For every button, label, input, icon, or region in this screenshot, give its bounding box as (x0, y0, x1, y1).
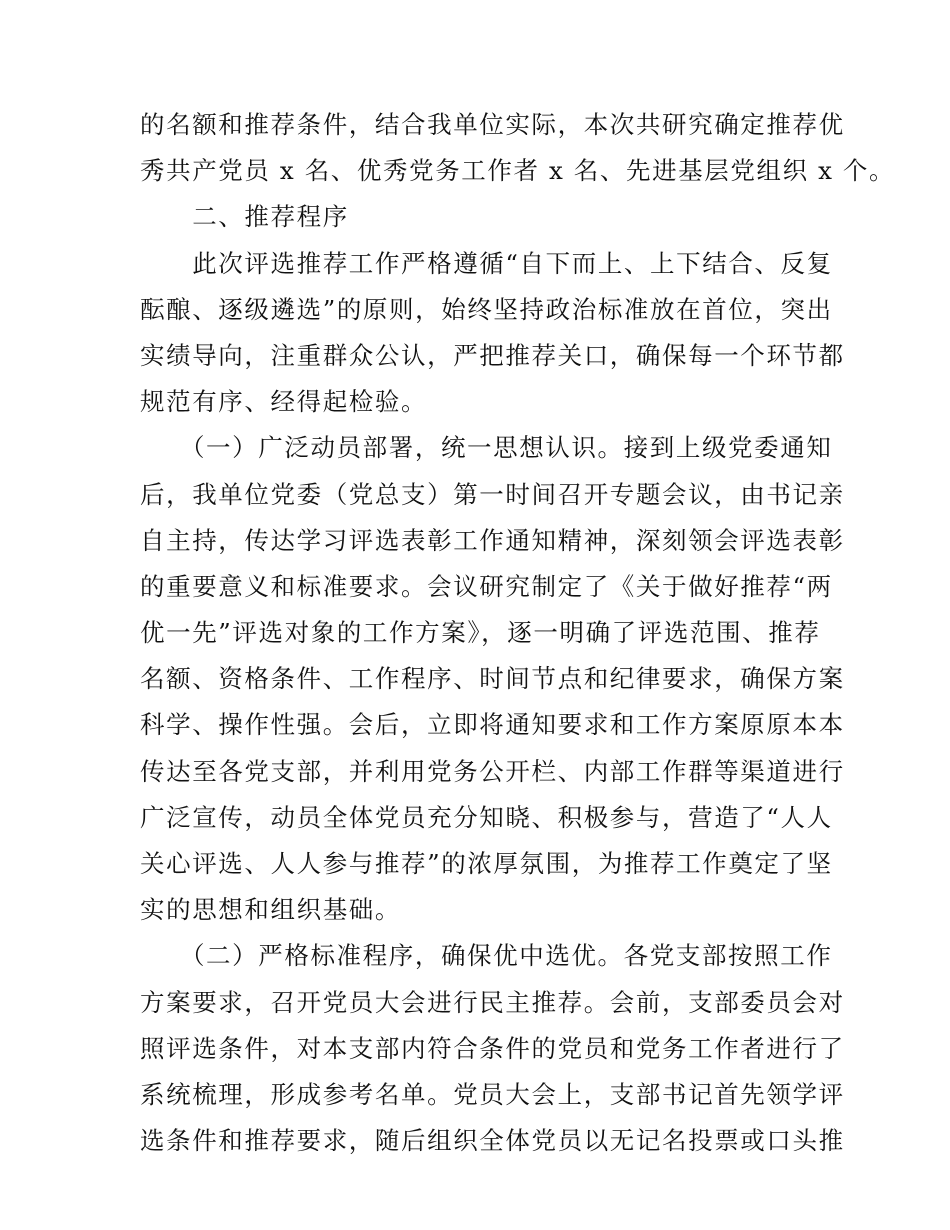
text-line: （一）广泛动员部署，统一思想认识。接到上级党委通知 (140, 433, 833, 463)
text-line: 优一先”评选对象的工作方案》，逐一明确了评选范围、推荐 (140, 618, 821, 648)
text-line: 方案要求，召开党员大会进行民主推荐。会前，支部委员会对 (140, 987, 845, 1017)
text-line: 酝酿、逐级遴选”的原则，始终坚持政治标准放在首位，突出 (140, 294, 833, 324)
section-heading: 二、推荐程序 (140, 202, 349, 232)
text-line: 实绩导向，注重群众公认，严把推荐关口，确保每一个环节都 (140, 340, 845, 370)
text-line: 照评选条件，对本支部内符合条件的党员和党务工作者进行了 (140, 1033, 845, 1063)
text-line: 关心评选、人人参与推荐”的浓厚氛围，为推荐工作奠定了坚 (140, 849, 833, 878)
text-line: 名额、资格条件、工作程序、时间节点和纪律要求，确保方案 (140, 664, 845, 694)
text-line: 系统梳理，形成参考名单。党员大会上，支部书记首先领学评 (140, 1079, 845, 1109)
text-line: 的重要意义和标准要求。会议研究制定了《关于做好推荐“两 (140, 571, 833, 601)
text-line: 此次评选推荐工作严格遵循“自下而上、上下结合、反复 (140, 248, 833, 278)
text-line: 规范有序、经得起检验。 (140, 387, 428, 417)
text-line: 自主持，传达学习评选表彰工作通知精神，深刻领会评选表彰 (140, 525, 845, 555)
text-line: 传达至各党支部，并利用党务公开栏、内部工作群等渠道进行 (140, 756, 845, 786)
text-line: 科学、操作性强。会后，立即将通知要求和工作方案原原本本 (140, 710, 845, 740)
text-line: 选条件和推荐要求，随后组织全体党员以无记名投票或口头推 (140, 1126, 845, 1156)
text-line: 广泛宣传，动员全体党员充分知晓、积极参与，营造了“人人 (140, 802, 833, 832)
document-body (140, 102, 896, 1164)
text-line: （二）严格标准程序，确保优中选优。各党支部按照工作 (140, 941, 833, 971)
text-line: 后，我单位党委（党总支）第一时间召开专题会议，由书记亲 (140, 479, 845, 509)
text-line: 的名额和推荐条件，结合我单位实际，本次共研究确定推荐优 (140, 110, 845, 139)
text-line: 秀共产党员 x 名、优秀党务工作者 x 名、先进基层党组织 x 个。 (140, 156, 896, 186)
text-line: 实的思想和组织基础。 (140, 895, 401, 925)
